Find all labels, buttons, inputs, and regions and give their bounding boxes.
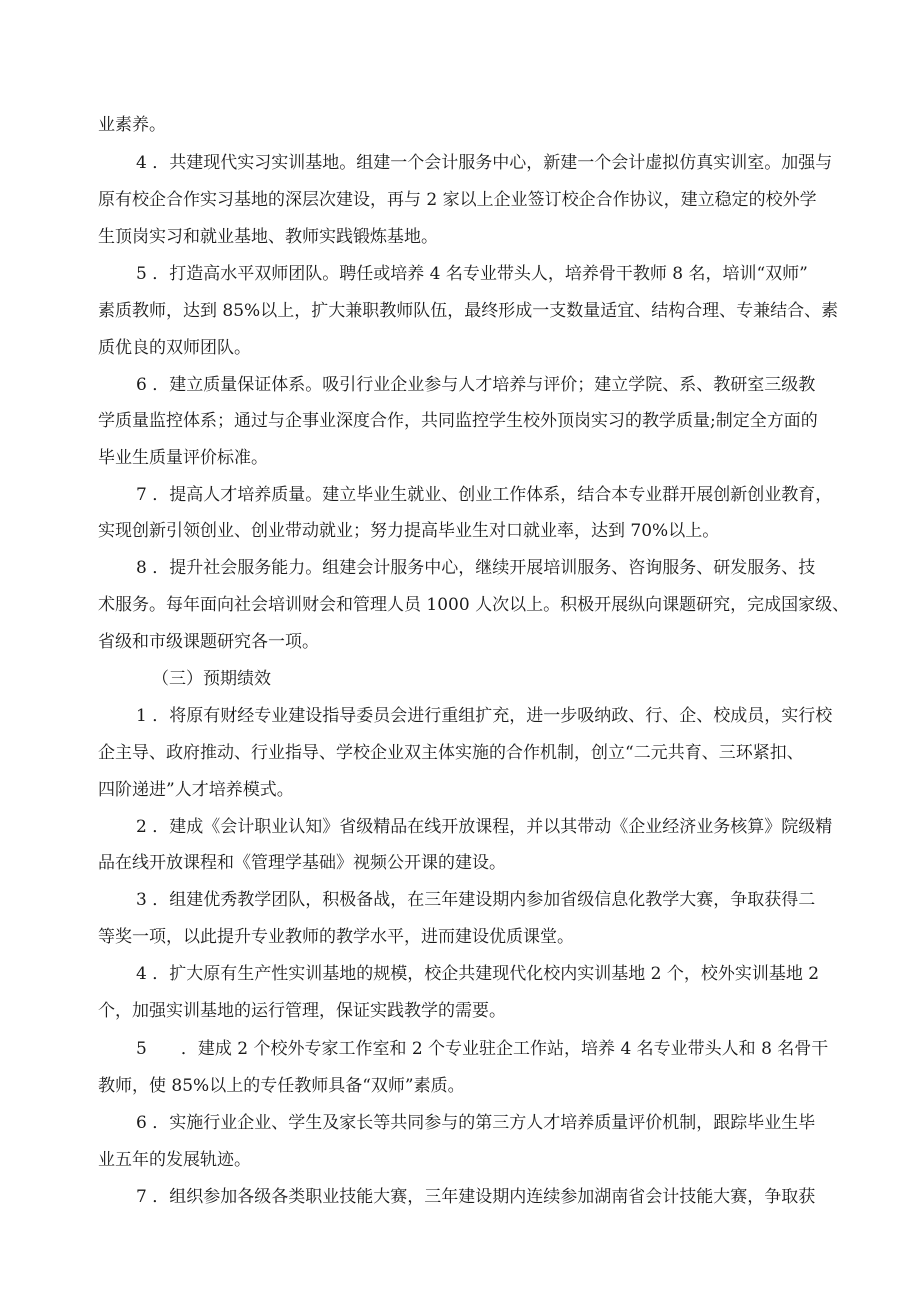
text-line: 生顶岗实习和就业基地、教师实践锻炼基地。: [98, 227, 438, 247]
text-line: 5 ．建成 2 个校外专家工作室和 2 个专业驻企工作站，培养 4 名专业带头人和 8 名骨干: [136, 1039, 829, 1059]
text-line: 6 ．实施行业企业、学生及家长等共同参与的第三方人才培养质量评价机制，跟踪毕业生毕: [136, 1113, 816, 1133]
text-line: 7 ．组织参加各级各类职业技能大赛，三年建设期内连续参加湖南省会计技能大赛，争取获: [136, 1187, 816, 1207]
text-line: 5 ．打造高水平双师团队。聘任或培养 4 名专业带头人，培养骨干教师 8 名，培训“双师”: [136, 264, 808, 284]
text-line: 质优良的双师团队。: [98, 338, 251, 358]
text-line: 企主导、政府推动、行业指导、学校企业双主体实施的合作机制，创立“二元共育、三环紧扣、: [98, 743, 804, 763]
text-line: 业五年的发展轨迹。: [98, 1150, 251, 1170]
text-line: 4 ．扩大原有生产性实训基地的规模，校企共建现代化校内实训基地 2 个，校外实训基地 2: [136, 964, 820, 984]
section-heading: （三）预期绩效: [152, 669, 271, 689]
text-line: 品在线开放课程和《管理学基础》视频公开课的建设。: [98, 853, 506, 873]
text-line: 原有校企合作实习基地的深层次建设，再与 2 家以上企业签订校企合作协议，建立稳定的校外学: [98, 190, 817, 210]
text-line: 2 ．建成《会计职业认知》省级精品在线开放课程，并以其带动《企业经济业务核算》院级精: [136, 817, 833, 837]
text-line: 毕业生质量评价标准。: [98, 448, 268, 468]
text-line: 省级和市级课题研究各一项。: [98, 632, 319, 652]
text-line: 教师，使 85%以上的专任教师具备“双师”素质。: [98, 1076, 465, 1096]
text-line: 4 ．共建现代实习实训基地。组建一个会计服务中心，新建一个会计虚拟仿真实训室。加强与: [136, 153, 833, 173]
text-line: 学质量监控体系；通过与企事业深度合作，共同监控学生校外顶岗实习的教学质量;制定全方面的: [98, 411, 818, 431]
text-line: 1 ．将原有财经专业建设指导委员会进行重组扩充，进一步吸纳政、行、企、校成员，实行校: [136, 706, 833, 726]
text-line: 个，加强实训基地的运行管理，保证实践教学的需要。: [98, 1001, 506, 1021]
text-line: 7 ．提高人才培养质量。建立毕业生就业、创业工作体系，结合本专业群开展创新创业教育，: [136, 485, 833, 505]
text-line: 等奖一项，以此提升专业教师的教学水平，进而建设优质课堂。: [98, 927, 574, 947]
text-line: 实现创新引领创业、创业带动就业；努力提高毕业生对口就业率，达到 70%以上。: [98, 521, 720, 541]
text-line: 素质教师，达到 85%以上，扩大兼职教师队伍，最终形成一支数量适宜、结构合理、专兼结合、素: [98, 301, 839, 321]
text-line: 四阶递进”人才培养模式。: [98, 780, 294, 800]
text-line: 业素养。: [98, 115, 166, 135]
text-line: 8 ．提升社会服务能力。组建会计服务中心，继续开展培训服务、咨询服务、研发服务、技: [136, 558, 816, 578]
text-line: 术服务。每年面向社会培训财会和管理人员 1000 人次以上。积极开展纵向课题研究，完成国家级、: [98, 595, 850, 615]
text-line: 6 ．建立质量保证体系。吸引行业企业参与人才培养与评价；建立学院、系、教研室三级教: [136, 375, 816, 395]
text-line: 3 ．组建优秀教学团队，积极备战，在三年建设期内参加省级信息化教学大赛，争取获得二: [136, 890, 816, 910]
